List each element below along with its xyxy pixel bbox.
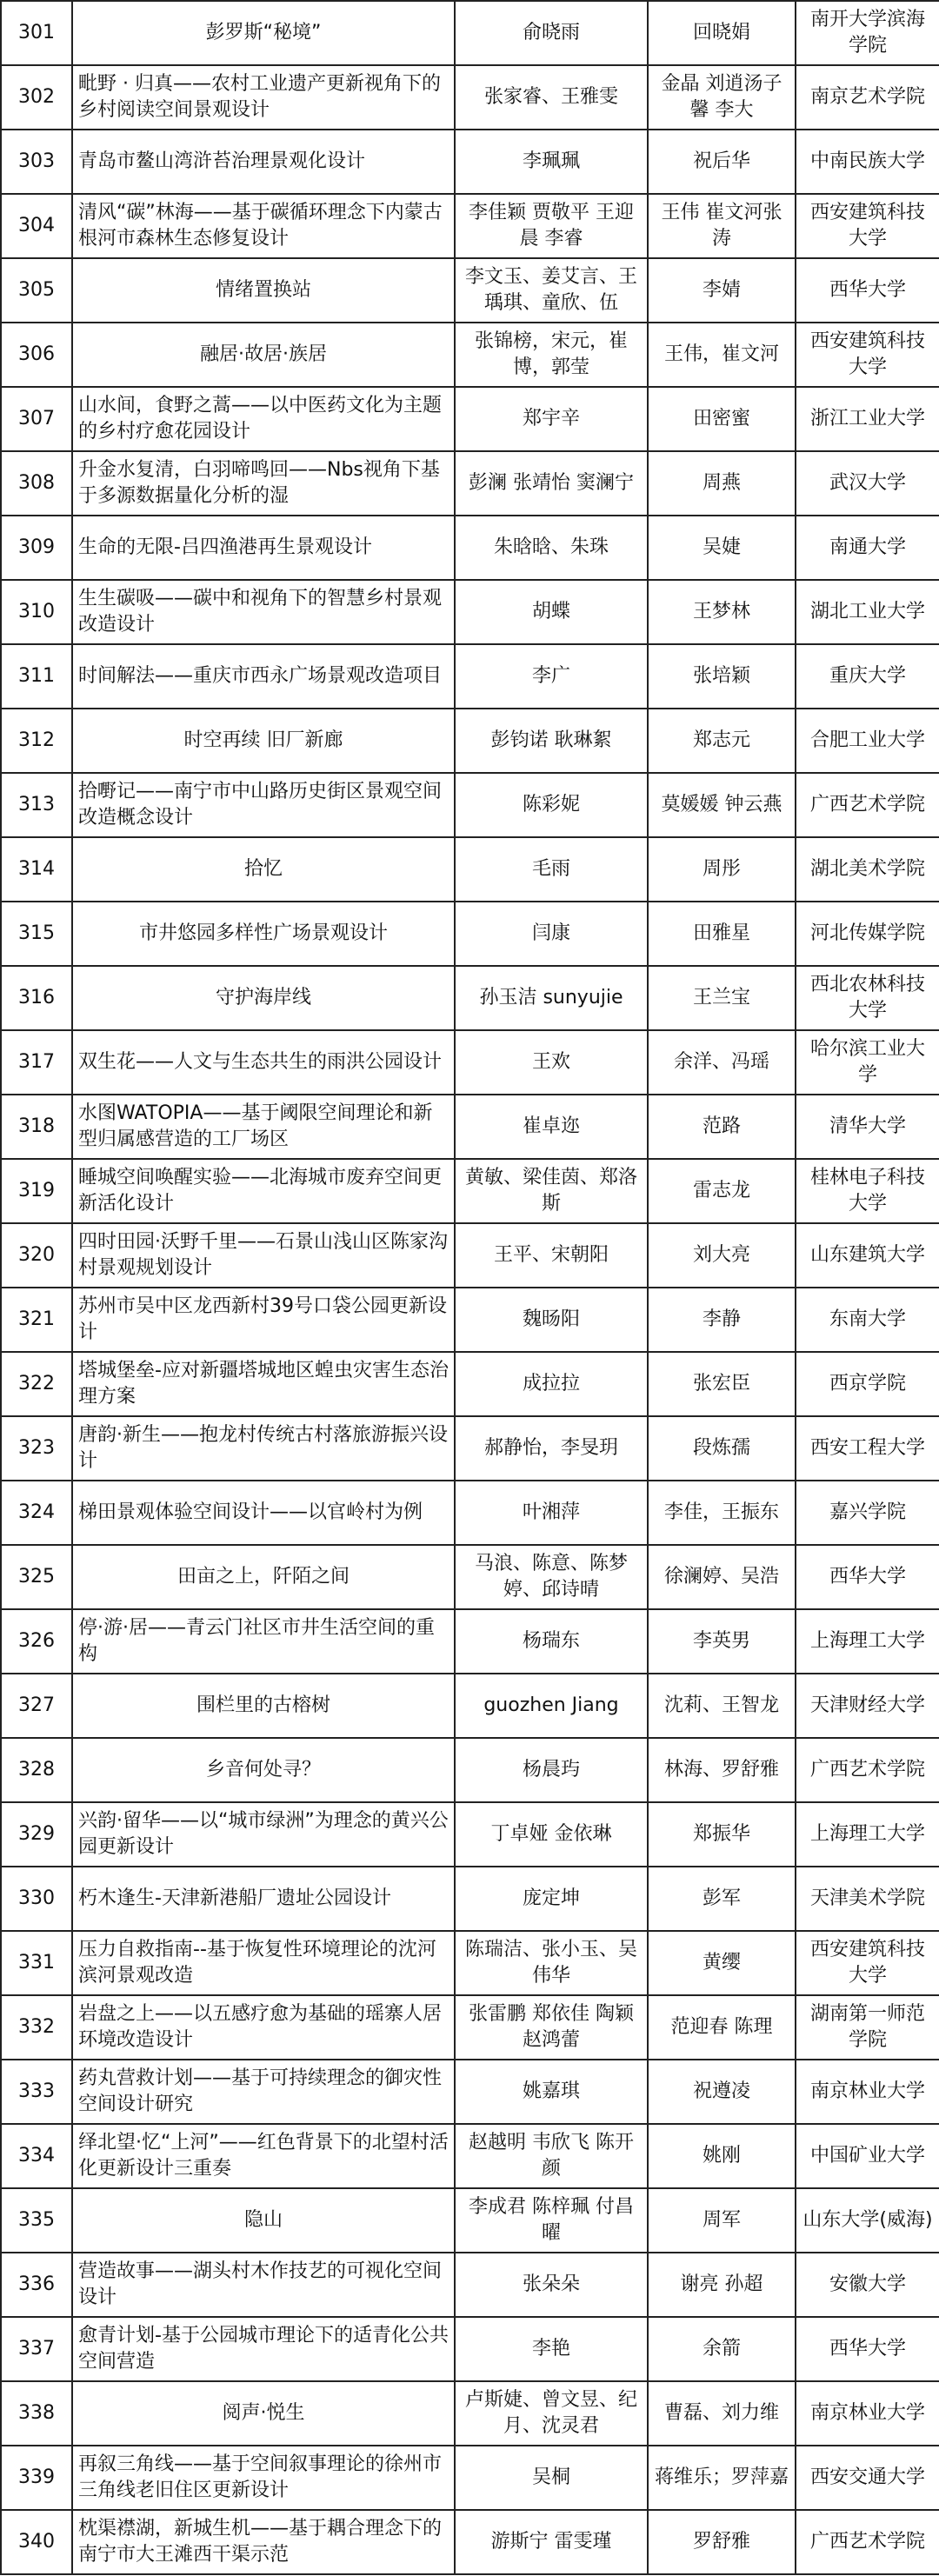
- table-row: [1, 1931, 939, 1995]
- project-title-cell: 唐韵·新生——抱龙村传统古村落旅游振兴设计: [72, 1416, 455, 1481]
- project-title-cell: 乡音何处寻？: [72, 1738, 455, 1802]
- row-number-cell: 317: [1, 1030, 72, 1095]
- row-number-cell: 338: [1, 2381, 72, 2446]
- advisor-cell: 谢亮 孙超: [648, 2253, 796, 2317]
- advisor-cell: 曹磊、刘力维: [648, 2381, 796, 2446]
- school-cell: 山东大学(威海): [796, 2188, 939, 2253]
- project-title-cell: 围栏里的古榕树: [72, 1674, 455, 1738]
- advisor-cell: 彭军: [648, 1867, 796, 1931]
- authors-cell: 朱晗晗、朱珠: [455, 516, 648, 580]
- project-title-cell: 苏州市吴中区龙西新村39号口袋公园更新设计: [72, 1288, 455, 1352]
- project-title-cell: 时间解法——重庆市西永广场景观改造项目: [72, 644, 455, 709]
- table-row: [1, 2317, 939, 2381]
- school-cell: 广西艺术学院: [796, 1738, 939, 1802]
- authors-cell: 魏旸阳: [455, 1288, 648, 1352]
- row-number-cell: 334: [1, 2124, 72, 2188]
- school-cell: 湖南第一师范学院: [796, 1995, 939, 2060]
- school-cell: 天津美术学院: [796, 1867, 939, 1931]
- authors-cell: 郑宇辛: [455, 387, 648, 451]
- row-number-cell: 305: [1, 258, 72, 323]
- row-number-cell: 302: [1, 65, 72, 130]
- project-title-cell: 隐山: [72, 2188, 455, 2253]
- project-title-cell: 田亩之上，阡陌之间: [72, 1545, 455, 1609]
- authors-cell: 张雷鹏 郑依佳 陶颖 赵鸿蕾: [455, 1995, 648, 2060]
- table-row: [1, 1802, 939, 1867]
- authors-cell: 彭澜 张靖怡 窦澜宁: [455, 451, 648, 516]
- table-row: [1, 130, 939, 194]
- school-cell: 南京林业大学: [796, 2060, 939, 2124]
- project-title-cell: 兴韵·留华——以“城市绿洲”为理念的黄兴公园更新设计: [72, 1802, 455, 1867]
- advisor-cell: 田雅星: [648, 902, 796, 966]
- authors-cell: 郝静怡，李旻玥: [455, 1416, 648, 1481]
- advisor-cell: 姚刚: [648, 2124, 796, 2188]
- project-title-cell: 岩盘之上——以五感疗愈为基础的瑶寨人居环境改造设计: [72, 1995, 455, 2060]
- advisor-cell: 田密蜜: [648, 387, 796, 451]
- project-title-cell: 药丸营救计划——基于可持续理念的御灾性空间设计研究: [72, 2060, 455, 2124]
- row-number-cell: 316: [1, 966, 72, 1030]
- project-title-cell: 守护海岸线: [72, 966, 455, 1030]
- advisor-cell: 范迎春 陈理: [648, 1995, 796, 2060]
- project-title-cell: 枕渠襟湖，新城生机——基于耦合理念下的南宁市大王滩西干渠示范: [72, 2510, 455, 2574]
- school-cell: 哈尔滨工业大学: [796, 1030, 939, 1095]
- row-number-cell: 339: [1, 2446, 72, 2510]
- row-number-cell: 318: [1, 1095, 72, 1159]
- table-row: [1, 258, 939, 323]
- school-cell: 嘉兴学院: [796, 1481, 939, 1545]
- project-title-cell: 睡城空间唤醒实验——北海城市废弃空间更新活化设计: [72, 1159, 455, 1223]
- advisor-cell: 张培颖: [648, 644, 796, 709]
- table-row: [1, 451, 939, 516]
- row-number-cell: 301: [1, 1, 72, 65]
- table-row: [1, 387, 939, 451]
- authors-cell: 吴桐: [455, 2446, 648, 2510]
- project-title-cell: 生生碳吸——碳中和视角下的智慧乡村景观改造设计: [72, 580, 455, 644]
- authors-cell: 李珮珮: [455, 130, 648, 194]
- school-cell: 清华大学: [796, 1095, 939, 1159]
- row-number-cell: 306: [1, 323, 72, 387]
- advisor-cell: 周彤: [648, 837, 796, 902]
- project-title-cell: 市井悠园多样性广场景观设计: [72, 902, 455, 966]
- table-row: [1, 1288, 939, 1352]
- row-number-cell: 308: [1, 451, 72, 516]
- advisor-cell: 回晓娟: [648, 1, 796, 65]
- table-row: [1, 1030, 939, 1095]
- advisor-cell: 金晶 刘逍汤子馨 李大: [648, 65, 796, 130]
- row-number-cell: 314: [1, 837, 72, 902]
- project-title-cell: 彭罗斯“秘境”: [72, 1, 455, 65]
- row-number-cell: 337: [1, 2317, 72, 2381]
- authors-cell: 王欢: [455, 1030, 648, 1095]
- school-cell: 湖北美术学院: [796, 837, 939, 902]
- table-row: [1, 2381, 939, 2446]
- authors-cell: 马浪、陈意、陈梦婷、邱诗晴: [455, 1545, 648, 1609]
- school-cell: 广西艺术学院: [796, 2510, 939, 2574]
- row-number-cell: 307: [1, 387, 72, 451]
- authors-cell: 毛雨: [455, 837, 648, 902]
- authors-cell: 赵越明 韦欣飞 陈开颜: [455, 2124, 648, 2188]
- school-cell: 西安交通大学: [796, 2446, 939, 2510]
- advisor-cell: 李英男: [648, 1609, 796, 1674]
- table-row: [1, 1674, 939, 1738]
- advisor-cell: 刘大亮: [648, 1223, 796, 1288]
- school-cell: 西华大学: [796, 258, 939, 323]
- table-row: [1, 1223, 939, 1288]
- authors-cell: guozhen Jiang: [455, 1674, 648, 1738]
- school-cell: 西安建筑科技大学: [796, 1931, 939, 1995]
- project-title-cell: 拾忆: [72, 837, 455, 902]
- project-title-cell: 绎北望·忆“上河”——红色背景下的北望村活化更新设计三重奏: [72, 2124, 455, 2188]
- authors-cell: 游斯宁 雷雯瑾: [455, 2510, 648, 2574]
- school-cell: 西安建筑科技大学: [796, 323, 939, 387]
- row-number-cell: 319: [1, 1159, 72, 1223]
- advisor-cell: 周燕: [648, 451, 796, 516]
- school-cell: 安徽大学: [796, 2253, 939, 2317]
- authors-cell: 陈瑞洁、张小玉、吴伟华: [455, 1931, 648, 1995]
- project-title-cell: 愈青计划-基于公园城市理论下的适青化公共空间营造: [72, 2317, 455, 2381]
- project-title-cell: 水图WATOPIA——基于阈限空间理论和新型归属感营造的工厂场区: [72, 1095, 455, 1159]
- table-row: [1, 323, 939, 387]
- school-cell: 合肥工业大学: [796, 709, 939, 773]
- row-number-cell: 331: [1, 1931, 72, 1995]
- project-title-cell: 融居·故居·族居: [72, 323, 455, 387]
- table-row: [1, 966, 939, 1030]
- table-row: [1, 1867, 939, 1931]
- row-number-cell: 325: [1, 1545, 72, 1609]
- row-number-cell: 327: [1, 1674, 72, 1738]
- project-title-cell: 清风“碳”林海——基于碳循环理念下内蒙古根河市森林生态修复设计: [72, 194, 455, 258]
- advisor-cell: 李佳，王振东: [648, 1481, 796, 1545]
- advisor-cell: 王兰宝: [648, 966, 796, 1030]
- project-title-cell: 停·游·居——青云门社区市井生活空间的重构: [72, 1609, 455, 1674]
- table-row: [1, 644, 939, 709]
- project-title-cell: 双生花——人文与生态共生的雨洪公园设计: [72, 1030, 455, 1095]
- advisor-cell: 沈莉、王智龙: [648, 1674, 796, 1738]
- school-cell: 西华大学: [796, 2317, 939, 2381]
- advisor-cell: 蒋维乐；罗萍嘉: [648, 2446, 796, 2510]
- project-title-cell: 梯田景观体验空间设计——以官岭村为例: [72, 1481, 455, 1545]
- row-number-cell: 340: [1, 2510, 72, 2574]
- advisor-cell: 林海、罗舒雅: [648, 1738, 796, 1802]
- school-cell: 河北传媒学院: [796, 902, 939, 966]
- row-number-cell: 323: [1, 1416, 72, 1481]
- school-cell: 湖北工业大学: [796, 580, 939, 644]
- table-row: [1, 2124, 939, 2188]
- authors-cell: 李文玉、姜艾言、王瑀琪、童欣、伍: [455, 258, 648, 323]
- advisor-cell: 雷志龙: [648, 1159, 796, 1223]
- advisor-cell: 张宏臣: [648, 1352, 796, 1416]
- advisor-cell: 祝遵凌: [648, 2060, 796, 2124]
- row-number-cell: 312: [1, 709, 72, 773]
- advisor-cell: 周军: [648, 2188, 796, 2253]
- advisor-cell: 段炼孺: [648, 1416, 796, 1481]
- row-number-cell: 303: [1, 130, 72, 194]
- project-title-cell: 生命的无限-吕四渔港再生景观设计: [72, 516, 455, 580]
- table-body: [1, 1, 939, 2574]
- table-row: [1, 2446, 939, 2510]
- authors-cell: 叶湘萍: [455, 1481, 648, 1545]
- table-row: [1, 773, 939, 837]
- project-title-cell: 升金水复清，白羽啼鸣回——Nbs视角下基于多源数据量化分析的湿: [72, 451, 455, 516]
- row-number-cell: 336: [1, 2253, 72, 2317]
- table-row: [1, 709, 939, 773]
- advisor-cell: 吴婕: [648, 516, 796, 580]
- row-number-cell: 311: [1, 644, 72, 709]
- table-row: [1, 1995, 939, 2060]
- authors-cell: 丁卓娅 金依琳: [455, 1802, 648, 1867]
- table-row: [1, 65, 939, 130]
- row-number-cell: 324: [1, 1481, 72, 1545]
- authors-cell: 李艳: [455, 2317, 648, 2381]
- advisor-cell: 王伟 崔文河张涛: [648, 194, 796, 258]
- table-row: [1, 1352, 939, 1416]
- authors-cell: 闫康: [455, 902, 648, 966]
- table-row: [1, 580, 939, 644]
- row-number-cell: 321: [1, 1288, 72, 1352]
- table-row: [1, 1738, 939, 1802]
- school-cell: 西安建筑科技大学: [796, 194, 939, 258]
- authors-cell: 俞晓雨: [455, 1, 648, 65]
- school-cell: 桂林电子科技大学: [796, 1159, 939, 1223]
- school-cell: 南京艺术学院: [796, 65, 939, 130]
- advisor-cell: 祝后华: [648, 130, 796, 194]
- school-cell: 西安工程大学: [796, 1416, 939, 1481]
- school-cell: 上海理工大学: [796, 1802, 939, 1867]
- row-number-cell: 315: [1, 902, 72, 966]
- row-number-cell: 335: [1, 2188, 72, 2253]
- project-title-cell: 塔城堡垒-应对新疆塔城地区蝗虫灾害生态治理方案: [72, 1352, 455, 1416]
- advisor-cell: 余洋、冯瑶: [648, 1030, 796, 1095]
- advisor-cell: 王梦林: [648, 580, 796, 644]
- authors-cell: 李成君 陈梓珮 付昌曜: [455, 2188, 648, 2253]
- school-cell: 中国矿业大学: [796, 2124, 939, 2188]
- authors-cell: 杨晨玙: [455, 1738, 648, 1802]
- row-number-cell: 313: [1, 773, 72, 837]
- authors-cell: 崔卓迩: [455, 1095, 648, 1159]
- project-title-cell: 朽木逢生-天津新港船厂遗址公园设计: [72, 1867, 455, 1931]
- school-cell: 东南大学: [796, 1288, 939, 1352]
- table-row: [1, 1159, 939, 1223]
- school-cell: 南京林业大学: [796, 2381, 939, 2446]
- authors-cell: 姚嘉琪: [455, 2060, 648, 2124]
- authors-cell: 张家睿、王雅雯: [455, 65, 648, 130]
- project-title-cell: 青岛市鳌山湾浒苔治理景观化设计: [72, 130, 455, 194]
- school-cell: 浙江工业大学: [796, 387, 939, 451]
- school-cell: 南开大学滨海学院: [796, 1, 939, 65]
- school-cell: 西华大学: [796, 1545, 939, 1609]
- table-row: [1, 1545, 939, 1609]
- authors-cell: 杨瑞东: [455, 1609, 648, 1674]
- authors-cell: 张锦榜，宋元，崔博，郭莹: [455, 323, 648, 387]
- authors-cell: 陈彩妮: [455, 773, 648, 837]
- advisor-cell: 王伟，崔文河: [648, 323, 796, 387]
- school-cell: 天津财经大学: [796, 1674, 939, 1738]
- row-number-cell: 326: [1, 1609, 72, 1674]
- row-number-cell: 310: [1, 580, 72, 644]
- advisor-cell: 郑振华: [648, 1802, 796, 1867]
- table-row: [1, 1095, 939, 1159]
- authors-cell: 胡蝶: [455, 580, 648, 644]
- advisor-cell: 余箭: [648, 2317, 796, 2381]
- row-number-cell: 304: [1, 194, 72, 258]
- table-row: [1, 1609, 939, 1674]
- school-cell: 武汉大学: [796, 451, 939, 516]
- table-row: [1, 1481, 939, 1545]
- advisor-cell: 范路: [648, 1095, 796, 1159]
- row-number-cell: 322: [1, 1352, 72, 1416]
- table-row: [1, 2510, 939, 2574]
- project-title-cell: 时空再续 旧厂新廊: [72, 709, 455, 773]
- table-row: [1, 902, 939, 966]
- table-row: [1, 516, 939, 580]
- authors-cell: 李佳颖 贾敬平 王迎晨 李睿: [455, 194, 648, 258]
- row-number-cell: 309: [1, 516, 72, 580]
- project-title-cell: 情绪置换站: [72, 258, 455, 323]
- table-row: [1, 2253, 939, 2317]
- project-title-cell: 四时田园·沃野千里——石景山浅山区陈家沟村景观规划设计: [72, 1223, 455, 1288]
- school-cell: 西京学院: [796, 1352, 939, 1416]
- table-row: [1, 1416, 939, 1481]
- authors-cell: 庞定坤: [455, 1867, 648, 1931]
- row-number-cell: 332: [1, 1995, 72, 2060]
- school-cell: 广西艺术学院: [796, 773, 939, 837]
- advisor-cell: 罗舒雅: [648, 2510, 796, 2574]
- project-title-cell: 营造故事——湖头村木作技艺的可视化空间设计: [72, 2253, 455, 2317]
- project-title-cell: 毗野 · 归真——农村工业遗产更新视角下的乡村阅读空间景观设计: [72, 65, 455, 130]
- school-cell: 上海理工大学: [796, 1609, 939, 1674]
- authors-cell: 李广: [455, 644, 648, 709]
- row-number-cell: 329: [1, 1802, 72, 1867]
- table-row: [1, 2060, 939, 2124]
- project-title-cell: 阅声·悦生: [72, 2381, 455, 2446]
- authors-cell: 成拉拉: [455, 1352, 648, 1416]
- authors-cell: 张朵朵: [455, 2253, 648, 2317]
- advisor-cell: 徐澜婷、吴浩: [648, 1545, 796, 1609]
- school-cell: 中南民族大学: [796, 130, 939, 194]
- project-title-cell: 拾嘢记——南宁市中山路历史街区景观空间改造概念设计: [72, 773, 455, 837]
- authors-cell: 王平、宋朝阳: [455, 1223, 648, 1288]
- advisor-cell: 李婧: [648, 258, 796, 323]
- advisor-cell: 郑志元: [648, 709, 796, 773]
- advisor-cell: 黄缨: [648, 1931, 796, 1995]
- table-row: [1, 837, 939, 902]
- row-number-cell: 328: [1, 1738, 72, 1802]
- project-title-cell: 山水间，食野之蒿——以中医药文化为主题的乡村疗愈花园设计: [72, 387, 455, 451]
- authors-cell: 孙玉洁 sunyujie: [455, 966, 648, 1030]
- row-number-cell: 333: [1, 2060, 72, 2124]
- authors-cell: 卢斯婕、曾文昱、纪月、沈灵君: [455, 2381, 648, 2446]
- school-cell: 南通大学: [796, 516, 939, 580]
- table-row: [1, 2188, 939, 2253]
- table-row: [1, 194, 939, 258]
- authors-cell: 彭钧诺 耿琳絮: [455, 709, 648, 773]
- project-title-cell: 压力自救指南--基于恢复性环境理论的沈河滨河景观改造: [72, 1931, 455, 1995]
- advisor-cell: 莫媛媛 钟云燕: [648, 773, 796, 837]
- row-number-cell: 320: [1, 1223, 72, 1288]
- table-row: [1, 1, 939, 65]
- row-number-cell: 330: [1, 1867, 72, 1931]
- authors-cell: 黄敏、梁佳茵、郑洛斯: [455, 1159, 648, 1223]
- project-title-cell: 再叙三角线——基于空间叙事理论的徐州市三角线老旧住区更新设计: [72, 2446, 455, 2510]
- school-cell: 山东建筑大学: [796, 1223, 939, 1288]
- school-cell: 西北农林科技大学: [796, 966, 939, 1030]
- advisor-cell: 李静: [648, 1288, 796, 1352]
- school-cell: 重庆大学: [796, 644, 939, 709]
